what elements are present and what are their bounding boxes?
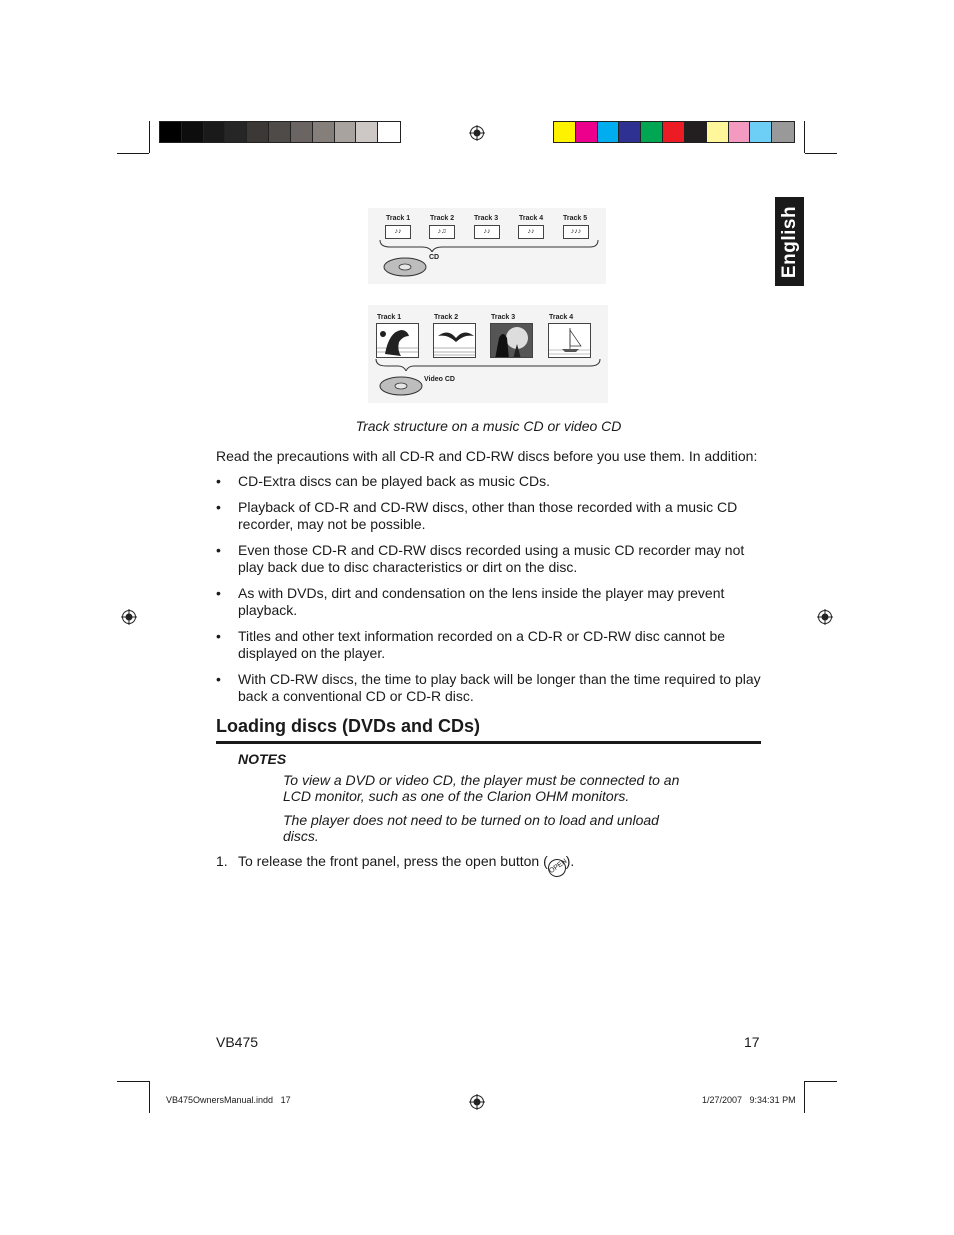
notes-label: NOTES	[238, 751, 287, 767]
color-swatch	[772, 122, 794, 142]
cd-track-figure	[368, 208, 606, 284]
track-label: Track 2	[434, 314, 459, 321]
color-swatch	[269, 122, 291, 142]
color-swatch	[663, 122, 685, 142]
note-text: To view a DVD or video CD, the player must be connected to an LCD monitor, such as one of the Clarion OHM monitors.	[283, 772, 680, 804]
crop-mark	[149, 121, 150, 153]
list-item	[216, 473, 761, 490]
color-swatch	[291, 122, 313, 142]
color-swatch	[598, 122, 620, 142]
color-swatch	[182, 122, 204, 142]
page-number: 17	[744, 1034, 760, 1050]
track-label: Track 2	[430, 215, 455, 222]
crop-mark	[117, 153, 149, 154]
color-swatch	[204, 122, 226, 142]
track-label: Track 5	[563, 215, 588, 222]
step-text: To release the front panel, press the open button (	[238, 853, 548, 869]
slug-filename: VB475OwnersManual.indd 17	[166, 1095, 291, 1105]
color-swatch	[729, 122, 751, 142]
track-label: Track 1	[386, 215, 411, 222]
track-box: ♪♪	[474, 225, 500, 239]
bullet: •	[216, 585, 221, 601]
track-box: ♪♪	[385, 225, 411, 239]
track-bracket	[374, 357, 602, 371]
disc-label: Video CD	[424, 376, 455, 383]
bullet: •	[216, 628, 221, 644]
intro-paragraph: Read the precautions with all CD-R and CD-RW discs before you use them. In addition:	[216, 448, 758, 464]
color-swatch	[576, 122, 598, 142]
cd-disc-icon	[382, 256, 428, 278]
color-swatch	[356, 122, 378, 142]
sailboat-image	[548, 323, 591, 358]
seagull-image	[433, 323, 476, 358]
color-swatch	[313, 122, 335, 142]
slug-timestamp: 1/27/2007 9:34:31 PM	[702, 1095, 796, 1105]
color-swatch	[641, 122, 663, 142]
color-swatch	[685, 122, 707, 142]
crop-mark	[805, 1081, 837, 1082]
video-cd-track-figure	[368, 305, 608, 403]
language-tab-label: English	[778, 205, 800, 278]
list-item	[216, 499, 761, 533]
footer-model: VB475	[216, 1034, 259, 1050]
bullet: •	[216, 542, 221, 558]
crop-mark	[149, 1081, 150, 1113]
language-tab	[775, 197, 804, 286]
list-item-text: Titles and other text information recorded on a CD-R or CD-RW disc cannot be displayed on the player.	[238, 628, 726, 661]
tree-image	[490, 323, 533, 358]
color-swatch	[160, 122, 182, 142]
track-box: ♪♫	[429, 225, 455, 239]
note-text: The player does not need to be turned on to load and unload discs.	[283, 812, 659, 844]
color-swatch	[247, 122, 269, 142]
registration-mark-icon	[121, 609, 137, 625]
track-box: ♪♪	[518, 225, 544, 239]
registration-mark-icon	[469, 1094, 485, 1110]
open-button-icon: OPEN	[544, 855, 569, 880]
list-item-text: As with DVDs, dirt and condensation on the lens inside the player may prevent playback.	[238, 585, 725, 618]
bullet: •	[216, 499, 221, 515]
color-swatch	[335, 122, 357, 142]
crop-mark	[117, 1081, 149, 1082]
list-item-text: Playback of CD-R and CD-RW discs, other than those recorded with a music CD recorder, may not be possible.	[238, 499, 738, 532]
list-item-text: CD-Extra discs can be played back as music CDs.	[238, 473, 550, 489]
color-swatch	[619, 122, 641, 142]
track-label: Track 4	[549, 314, 574, 321]
color-swatch	[750, 122, 772, 142]
color-swatch	[554, 122, 576, 142]
registration-mark-icon	[817, 609, 833, 625]
dolphin-image	[376, 323, 419, 358]
crop-mark	[805, 153, 837, 154]
list-item	[216, 671, 761, 705]
precautions-list	[216, 473, 761, 714]
list-item	[216, 542, 761, 576]
bullet: •	[216, 473, 221, 489]
track-bracket	[378, 238, 600, 252]
video-cd-disc-icon	[378, 375, 424, 397]
section-heading: Loading discs (DVDs and CDs)	[216, 716, 481, 736]
track-label: Track 1	[377, 314, 402, 321]
step-number: 1.	[216, 853, 228, 869]
crop-mark	[804, 121, 805, 153]
track-label: Track 3	[491, 314, 516, 321]
color-swatch	[225, 122, 247, 142]
track-label: Track 4	[519, 215, 544, 222]
figure-caption: Track structure on a music CD or video CD	[355, 418, 622, 434]
step-item	[216, 853, 574, 877]
crop-mark	[804, 1081, 805, 1113]
disc-label: CD	[429, 254, 440, 261]
list-item-text: With CD-RW discs, the time to play back will be longer than the time required to play back a conventional CD or CD-R disc.	[238, 671, 761, 704]
process-color-bar	[553, 121, 795, 143]
registration-mark-icon	[469, 125, 485, 141]
list-item	[216, 585, 761, 619]
list-item	[216, 628, 761, 662]
list-item-text: Even those CD-R and CD-RW discs recorded using a music CD recorder may not play back due to disc characteristics or dirt on the disc.	[238, 542, 745, 575]
track-box: ♪♪♪	[563, 225, 589, 239]
track-label: Track 3	[474, 215, 499, 222]
bullet: •	[216, 671, 221, 687]
section-divider	[216, 741, 761, 744]
grayscale-color-bar	[159, 121, 401, 143]
color-swatch	[378, 122, 400, 142]
step-text-end: ).	[565, 853, 575, 869]
color-swatch	[707, 122, 729, 142]
